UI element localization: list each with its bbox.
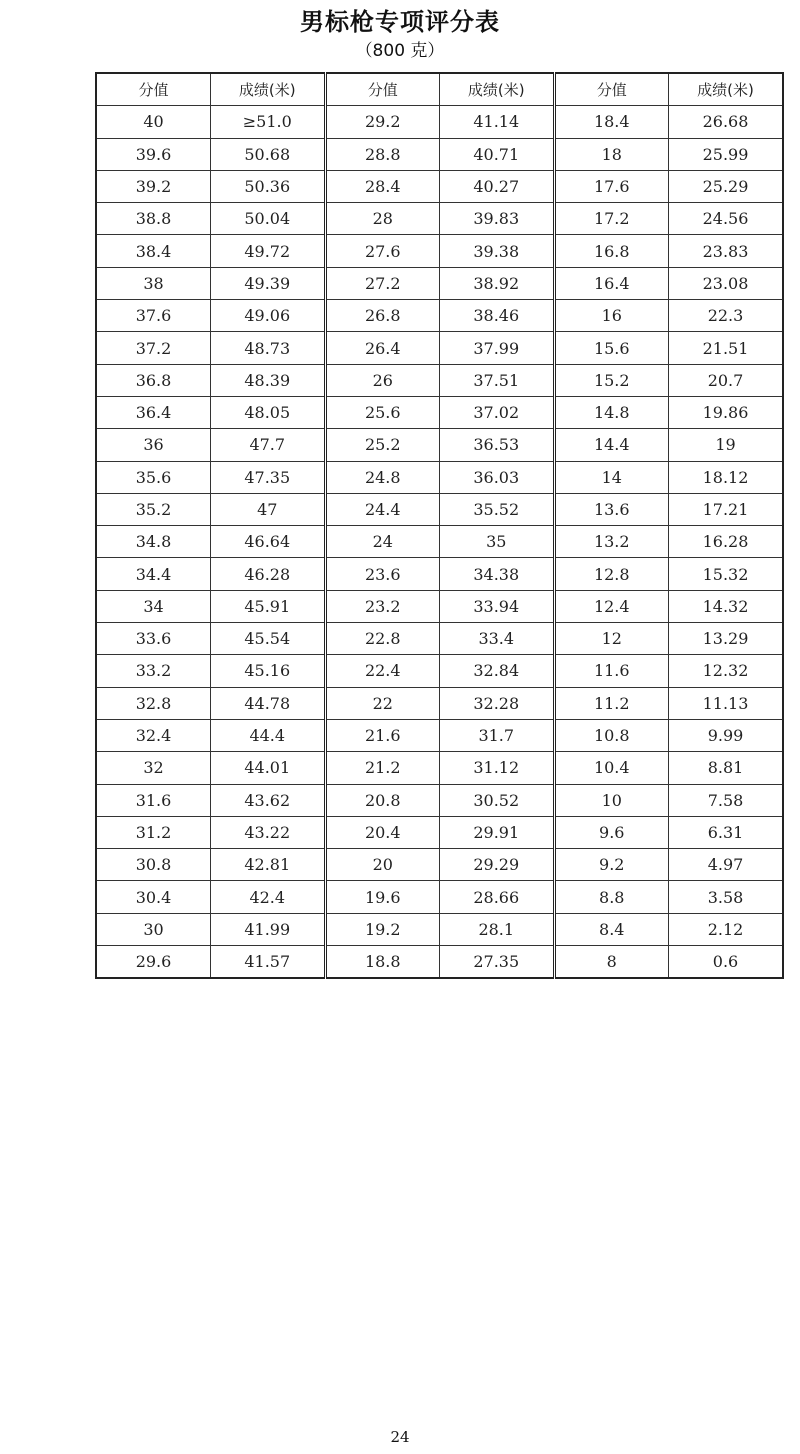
result-cell: 19.86 bbox=[669, 396, 784, 428]
result-cell: 22.3 bbox=[669, 300, 784, 332]
score-cell: 22 bbox=[325, 687, 440, 719]
score-cell: 12.8 bbox=[554, 558, 669, 590]
score-cell: 26.4 bbox=[325, 332, 440, 364]
table-row bbox=[96, 364, 783, 396]
result-cell: 50.68 bbox=[211, 138, 326, 170]
table-row bbox=[96, 946, 783, 979]
result-cell: 36.03 bbox=[440, 461, 555, 493]
result-cell: 32.28 bbox=[440, 687, 555, 719]
result-cell: 45.91 bbox=[211, 590, 326, 622]
result-cell: 46.28 bbox=[211, 558, 326, 590]
score-cell: 11.2 bbox=[554, 687, 669, 719]
result-cell: 40.71 bbox=[440, 138, 555, 170]
score-cell: 36 bbox=[96, 429, 211, 461]
score-cell: 8 bbox=[554, 946, 669, 979]
result-cell: 37.51 bbox=[440, 364, 555, 396]
score-cell: 12.4 bbox=[554, 590, 669, 622]
score-cell: 18.8 bbox=[325, 946, 440, 979]
score-cell: 35.6 bbox=[96, 461, 211, 493]
table-header-row bbox=[96, 73, 783, 106]
result-cell: ≥51.0 bbox=[211, 106, 326, 138]
score-table bbox=[95, 72, 784, 979]
result-cell: 50.04 bbox=[211, 203, 326, 235]
result-cell: 46.64 bbox=[211, 526, 326, 558]
table-row bbox=[96, 784, 783, 816]
result-cell: 35.52 bbox=[440, 493, 555, 525]
result-cell: 29.91 bbox=[440, 816, 555, 848]
header-score-1: 分值 bbox=[96, 73, 211, 106]
score-cell: 14.8 bbox=[554, 396, 669, 428]
score-cell: 37.6 bbox=[96, 300, 211, 332]
score-cell: 10.8 bbox=[554, 719, 669, 751]
score-cell: 24 bbox=[325, 526, 440, 558]
table-row bbox=[96, 332, 783, 364]
score-cell: 20 bbox=[325, 849, 440, 881]
table-row bbox=[96, 881, 783, 913]
score-cell: 17.6 bbox=[554, 170, 669, 202]
score-cell: 30.8 bbox=[96, 849, 211, 881]
result-cell: 4.97 bbox=[669, 849, 784, 881]
result-cell: 16.28 bbox=[669, 526, 784, 558]
result-cell: 6.31 bbox=[669, 816, 784, 848]
table-row bbox=[96, 106, 783, 138]
result-cell: 30.52 bbox=[440, 784, 555, 816]
score-cell: 8.8 bbox=[554, 881, 669, 913]
result-cell: 41.99 bbox=[211, 913, 326, 945]
page-subtitle: （800 克） bbox=[355, 41, 445, 61]
result-cell: 34.38 bbox=[440, 558, 555, 590]
result-cell: 9.99 bbox=[669, 719, 784, 751]
score-cell: 18 bbox=[554, 138, 669, 170]
result-cell: 26.68 bbox=[669, 106, 784, 138]
score-cell: 9.2 bbox=[554, 849, 669, 881]
score-cell: 30.4 bbox=[96, 881, 211, 913]
table-row bbox=[96, 752, 783, 784]
result-cell: 14.32 bbox=[669, 590, 784, 622]
score-cell: 29.6 bbox=[96, 946, 211, 979]
result-cell: 42.81 bbox=[211, 849, 326, 881]
result-cell: 33.94 bbox=[440, 590, 555, 622]
score-cell: 18.4 bbox=[554, 106, 669, 138]
score-cell: 26.8 bbox=[325, 300, 440, 332]
header-result-1: 成绩(米) bbox=[211, 73, 326, 106]
score-cell: 16.4 bbox=[554, 267, 669, 299]
score-cell: 23.2 bbox=[325, 590, 440, 622]
result-cell: 39.38 bbox=[440, 235, 555, 267]
result-cell: 25.99 bbox=[669, 138, 784, 170]
result-cell: 3.58 bbox=[669, 881, 784, 913]
table-row bbox=[96, 138, 783, 170]
score-cell: 10 bbox=[554, 784, 669, 816]
score-cell: 24.4 bbox=[325, 493, 440, 525]
result-cell: 43.22 bbox=[211, 816, 326, 848]
score-cell: 9.6 bbox=[554, 816, 669, 848]
result-cell: 32.84 bbox=[440, 655, 555, 687]
score-cell: 36.4 bbox=[96, 396, 211, 428]
score-cell: 37.2 bbox=[96, 332, 211, 364]
score-cell: 15.6 bbox=[554, 332, 669, 364]
score-cell: 24.8 bbox=[325, 461, 440, 493]
score-cell: 34.4 bbox=[96, 558, 211, 590]
result-cell: 0.6 bbox=[669, 946, 784, 979]
score-cell: 34 bbox=[96, 590, 211, 622]
score-cell: 28 bbox=[325, 203, 440, 235]
table-row bbox=[96, 526, 783, 558]
header-score-2: 分值 bbox=[325, 73, 440, 106]
result-cell: 40.27 bbox=[440, 170, 555, 202]
score-cell: 31.6 bbox=[96, 784, 211, 816]
result-cell: 24.56 bbox=[669, 203, 784, 235]
table-row bbox=[96, 590, 783, 622]
result-cell: 25.29 bbox=[669, 170, 784, 202]
result-cell: 49.72 bbox=[211, 235, 326, 267]
result-cell: 47.7 bbox=[211, 429, 326, 461]
result-cell: 41.14 bbox=[440, 106, 555, 138]
result-cell: 47.35 bbox=[211, 461, 326, 493]
score-cell: 10.4 bbox=[554, 752, 669, 784]
result-cell: 31.7 bbox=[440, 719, 555, 751]
score-cell: 23.6 bbox=[325, 558, 440, 590]
table-row bbox=[96, 558, 783, 590]
result-cell: 44.01 bbox=[211, 752, 326, 784]
score-cell: 25.6 bbox=[325, 396, 440, 428]
score-cell: 20.4 bbox=[325, 816, 440, 848]
result-cell: 48.39 bbox=[211, 364, 326, 396]
score-cell: 21.6 bbox=[325, 719, 440, 751]
score-cell: 27.6 bbox=[325, 235, 440, 267]
score-cell: 34.8 bbox=[96, 526, 211, 558]
result-cell: 18.12 bbox=[669, 461, 784, 493]
page-number: 24 bbox=[390, 1428, 410, 1446]
score-cell: 31.2 bbox=[96, 816, 211, 848]
header-score-3: 分值 bbox=[554, 73, 669, 106]
score-cell: 26 bbox=[325, 364, 440, 396]
score-cell: 38.8 bbox=[96, 203, 211, 235]
result-cell: 49.39 bbox=[211, 267, 326, 299]
score-cell: 19.2 bbox=[325, 913, 440, 945]
score-cell: 38 bbox=[96, 267, 211, 299]
table-row bbox=[96, 461, 783, 493]
score-cell: 16 bbox=[554, 300, 669, 332]
result-cell: 27.35 bbox=[440, 946, 555, 979]
result-cell: 35 bbox=[440, 526, 555, 558]
result-cell: 2.12 bbox=[669, 913, 784, 945]
result-cell: 19 bbox=[669, 429, 784, 461]
score-cell: 20.8 bbox=[325, 784, 440, 816]
result-cell: 37.02 bbox=[440, 396, 555, 428]
result-cell: 13.29 bbox=[669, 623, 784, 655]
page-title: 男标枪专项评分表 bbox=[300, 8, 500, 36]
result-cell: 41.57 bbox=[211, 946, 326, 979]
result-cell: 36.53 bbox=[440, 429, 555, 461]
score-cell: 8.4 bbox=[554, 913, 669, 945]
score-cell: 25.2 bbox=[325, 429, 440, 461]
score-cell: 29.2 bbox=[325, 106, 440, 138]
table-row bbox=[96, 235, 783, 267]
result-cell: 21.51 bbox=[669, 332, 784, 364]
table-row bbox=[96, 655, 783, 687]
table-row bbox=[96, 170, 783, 202]
result-cell: 50.36 bbox=[211, 170, 326, 202]
result-cell: 44.4 bbox=[211, 719, 326, 751]
header-result-3: 成绩(米) bbox=[669, 73, 784, 106]
result-cell: 43.62 bbox=[211, 784, 326, 816]
result-cell: 28.66 bbox=[440, 881, 555, 913]
score-cell: 14 bbox=[554, 461, 669, 493]
score-cell: 39.2 bbox=[96, 170, 211, 202]
table-row bbox=[96, 913, 783, 945]
score-cell: 33.2 bbox=[96, 655, 211, 687]
score-cell: 32.8 bbox=[96, 687, 211, 719]
result-cell: 17.21 bbox=[669, 493, 784, 525]
result-cell: 47 bbox=[211, 493, 326, 525]
table-row bbox=[96, 623, 783, 655]
score-cell: 13.2 bbox=[554, 526, 669, 558]
result-cell: 28.1 bbox=[440, 913, 555, 945]
score-cell: 39.6 bbox=[96, 138, 211, 170]
table-row bbox=[96, 493, 783, 525]
score-cell: 21.2 bbox=[325, 752, 440, 784]
table-row bbox=[96, 719, 783, 751]
score-cell: 11.6 bbox=[554, 655, 669, 687]
result-cell: 11.13 bbox=[669, 687, 784, 719]
table-row bbox=[96, 849, 783, 881]
result-cell: 42.4 bbox=[211, 881, 326, 913]
table-row bbox=[96, 816, 783, 848]
result-cell: 31.12 bbox=[440, 752, 555, 784]
result-cell: 8.81 bbox=[669, 752, 784, 784]
score-table-body bbox=[96, 106, 783, 979]
result-cell: 38.46 bbox=[440, 300, 555, 332]
score-cell: 28.4 bbox=[325, 170, 440, 202]
score-cell: 22.4 bbox=[325, 655, 440, 687]
score-cell: 33.6 bbox=[96, 623, 211, 655]
score-cell: 38.4 bbox=[96, 235, 211, 267]
score-cell: 16.8 bbox=[554, 235, 669, 267]
table-row bbox=[96, 203, 783, 235]
score-cell: 35.2 bbox=[96, 493, 211, 525]
score-cell: 28.8 bbox=[325, 138, 440, 170]
result-cell: 23.08 bbox=[669, 267, 784, 299]
result-cell: 23.83 bbox=[669, 235, 784, 267]
score-cell: 19.6 bbox=[325, 881, 440, 913]
score-cell: 32.4 bbox=[96, 719, 211, 751]
result-cell: 45.16 bbox=[211, 655, 326, 687]
table-row bbox=[96, 429, 783, 461]
result-cell: 49.06 bbox=[211, 300, 326, 332]
table-row bbox=[96, 687, 783, 719]
result-cell: 29.29 bbox=[440, 849, 555, 881]
result-cell: 20.7 bbox=[669, 364, 784, 396]
score-cell: 13.6 bbox=[554, 493, 669, 525]
score-cell: 15.2 bbox=[554, 364, 669, 396]
result-cell: 48.05 bbox=[211, 396, 326, 428]
score-cell: 22.8 bbox=[325, 623, 440, 655]
result-cell: 48.73 bbox=[211, 332, 326, 364]
score-cell: 14.4 bbox=[554, 429, 669, 461]
score-cell: 12 bbox=[554, 623, 669, 655]
score-cell: 40 bbox=[96, 106, 211, 138]
table-row bbox=[96, 300, 783, 332]
result-cell: 15.32 bbox=[669, 558, 784, 590]
score-cell: 17.2 bbox=[554, 203, 669, 235]
score-cell: 30 bbox=[96, 913, 211, 945]
table-row bbox=[96, 267, 783, 299]
result-cell: 33.4 bbox=[440, 623, 555, 655]
result-cell: 37.99 bbox=[440, 332, 555, 364]
score-cell: 36.8 bbox=[96, 364, 211, 396]
table-row bbox=[96, 396, 783, 428]
result-cell: 39.83 bbox=[440, 203, 555, 235]
result-cell: 45.54 bbox=[211, 623, 326, 655]
header-result-2: 成绩(米) bbox=[440, 73, 555, 106]
result-cell: 44.78 bbox=[211, 687, 326, 719]
result-cell: 12.32 bbox=[669, 655, 784, 687]
score-cell: 27.2 bbox=[325, 267, 440, 299]
result-cell: 7.58 bbox=[669, 784, 784, 816]
score-cell: 32 bbox=[96, 752, 211, 784]
result-cell: 38.92 bbox=[440, 267, 555, 299]
